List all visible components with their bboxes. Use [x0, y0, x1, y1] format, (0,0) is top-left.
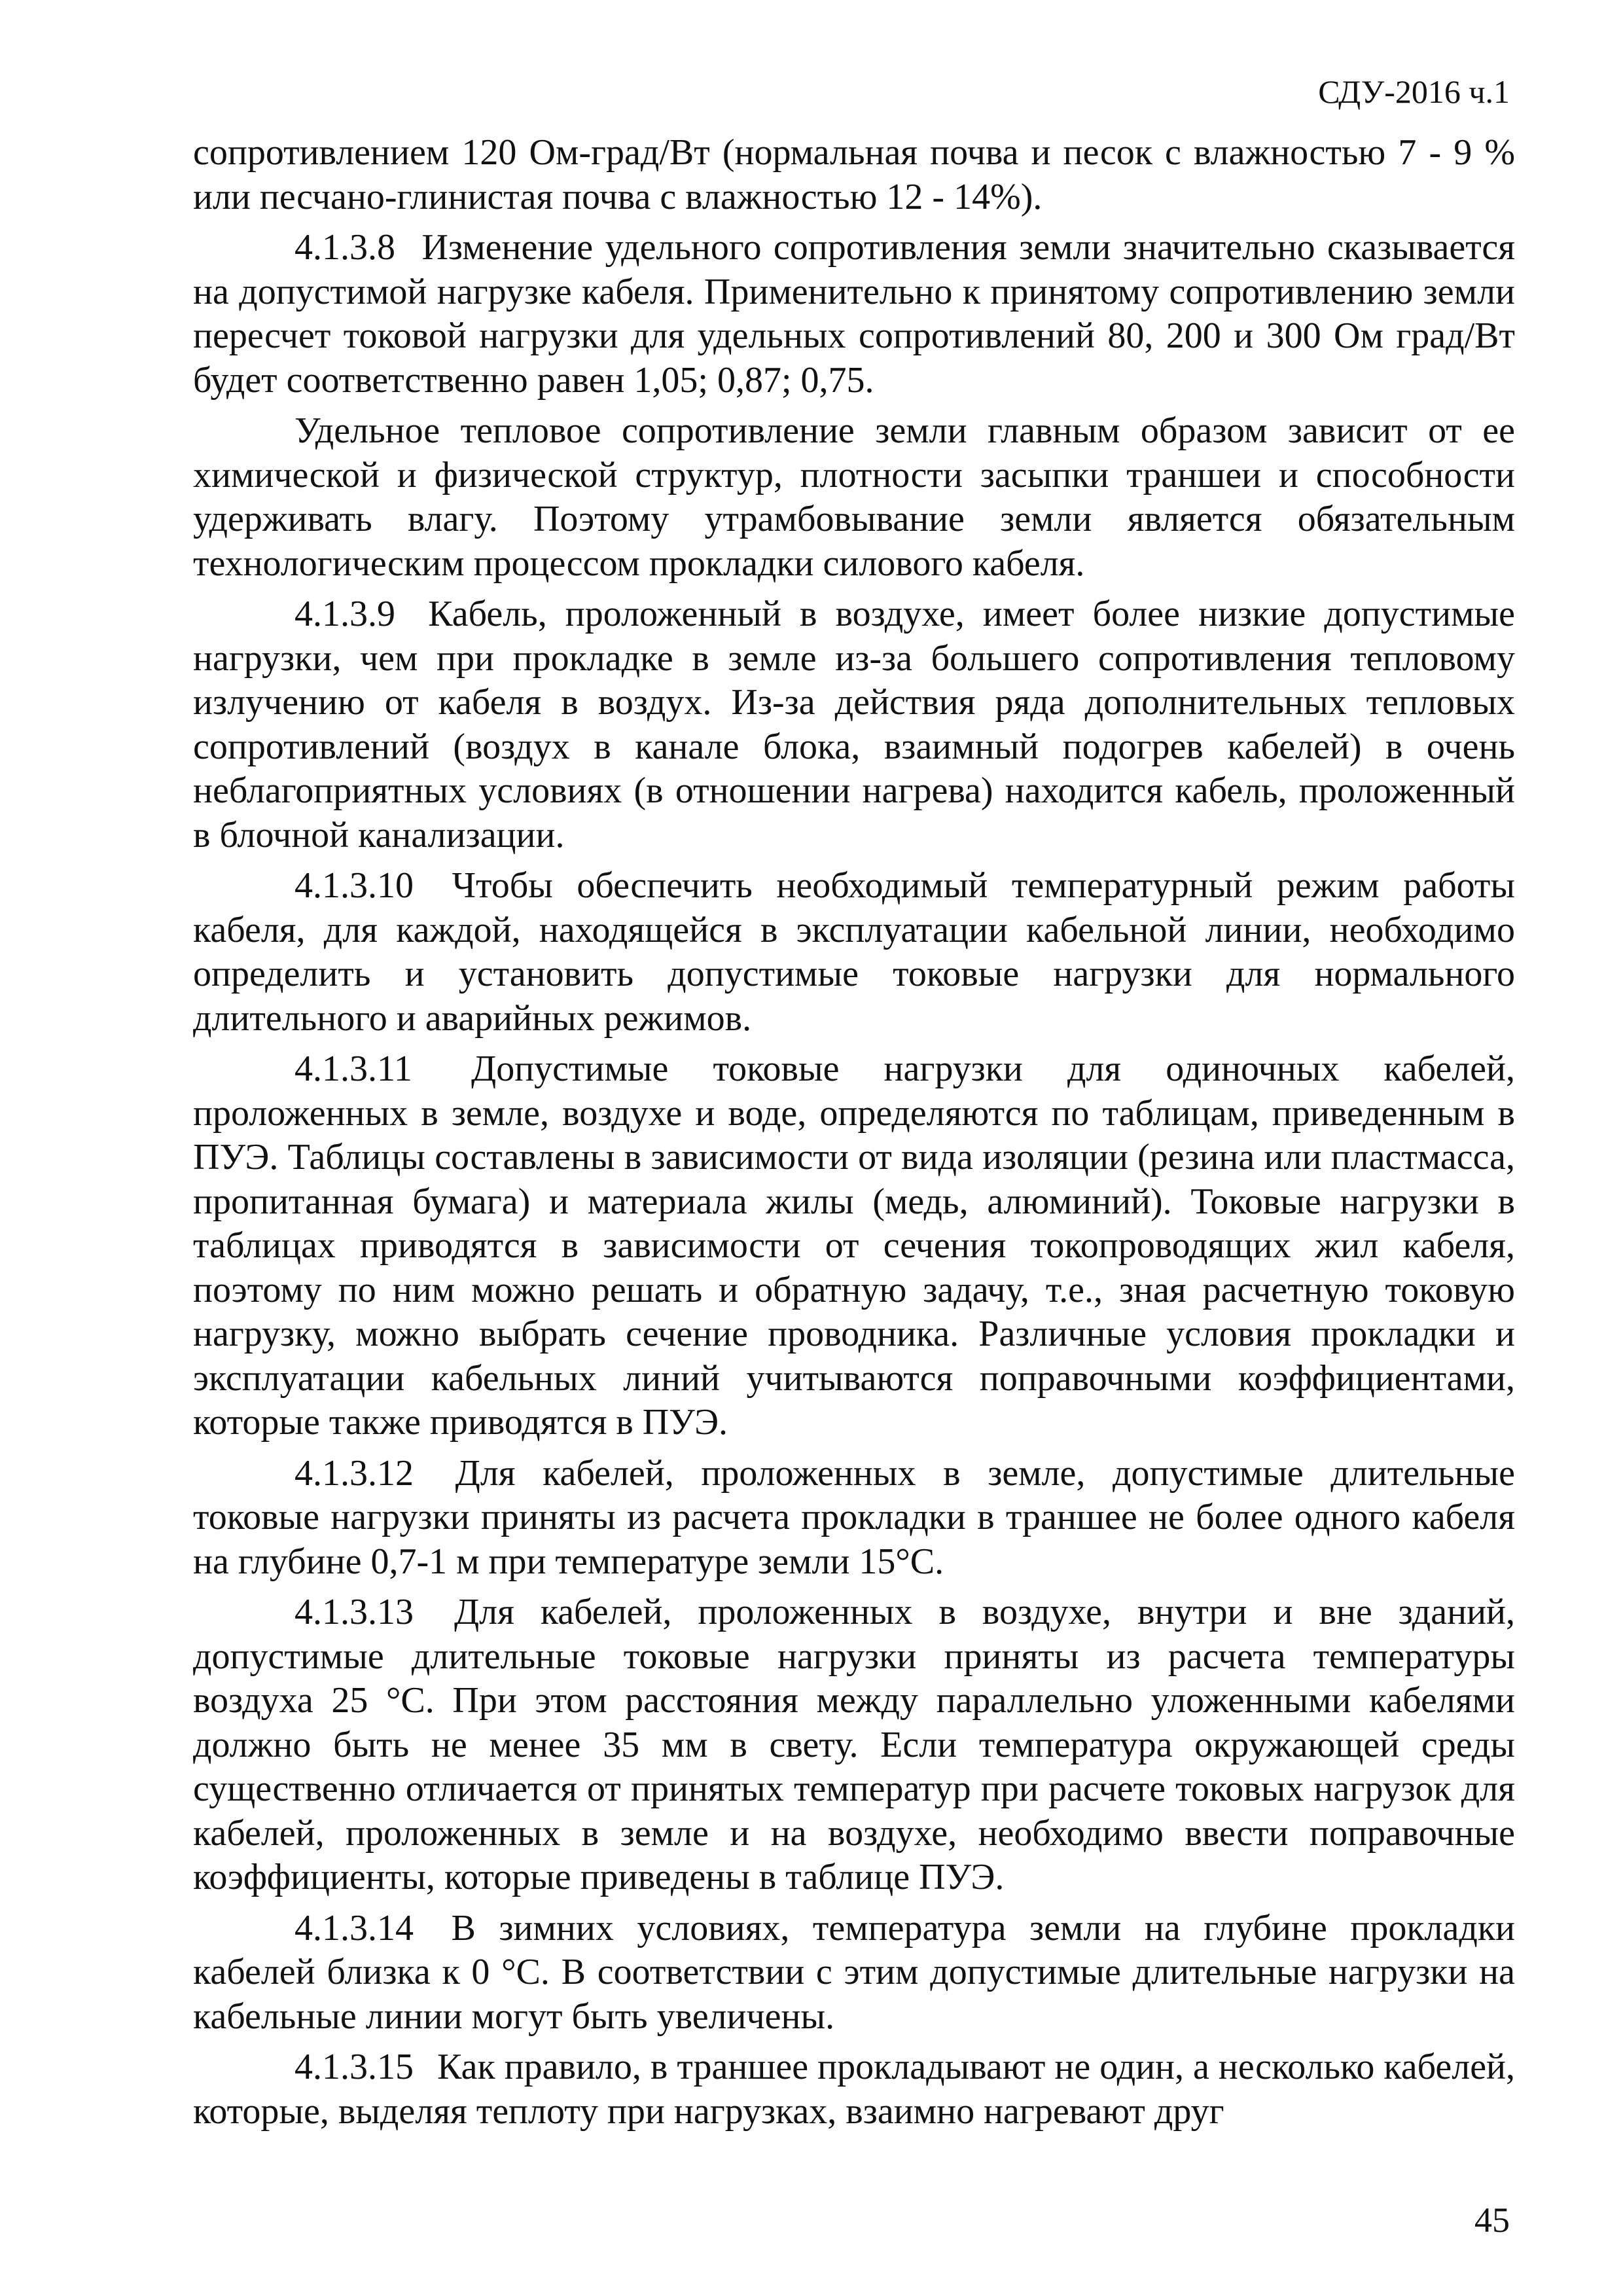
paragraph-number: 4.1.3.15	[294, 2047, 414, 2087]
paragraph-number: 4.1.3.10	[294, 865, 414, 906]
paragraph-text: Как правило, в траншее прокладывают не один, а несколько кабелей, которые, выделяя теплоту при нагрузках, взаимно нагревают друг	[193, 2047, 1516, 2132]
paragraph-text: Удельное тепловое сопротивление земли главным образом зависит от ее химической и физической структур, плотности засыпки траншеи и способности удерживать влагу. Поэтому утрамбовывание земли является обязательным технологическим процессом прокладки силового кабеля.	[193, 410, 1515, 584]
paragraph-4-1-3-15	[193, 2045, 1515, 2134]
paragraph-text: сопротивлением 120 Ом-град/Вт (нормальная почва и песок с влажностью 7 - 9 % или песчано-глинистая почва с влажностью 12 - 14%).	[193, 132, 1515, 217]
paragraph-number: 4.1.3.13	[294, 1592, 414, 1632]
paragraph-4-1-3-13	[193, 1590, 1515, 1900]
paragraph-4-1-3-12	[193, 1452, 1515, 1585]
paragraph-text: Изменение удельного сопротивления земли значительно сказывается на допустимой нагрузке кабеля. Применительно к принятому сопротивлению земли пересчет токовой нагрузки для удельных сопротивлений 80, 200 и 300 Ом град/Вт будет соответственно равен 1,05; 0,87; 0,75.	[193, 227, 1515, 401]
paragraph-4-1-3-9	[193, 592, 1515, 857]
paragraph-4-1-3-14	[193, 1907, 1515, 2039]
paragraph-number: 4.1.3.14	[294, 1907, 414, 1948]
paragraph-4-1-3-8	[193, 226, 1515, 403]
paragraph-text: В зимних условиях, температура земли на глубине прокладки кабелей близка к 0 °С. В соответствии с этим допустимые длительные нагрузки на кабельные линии могут быть увеличены.	[193, 1907, 1515, 2037]
paragraph-4-1-3-11	[193, 1047, 1515, 1445]
paragraph-number: 4.1.3.11	[294, 1049, 412, 1089]
paragraph-number: 4.1.3.12	[294, 1452, 414, 1494]
page-body	[193, 131, 1515, 2134]
paragraph-number: 4.1.3.8	[294, 227, 395, 268]
page-number: 45	[1474, 2200, 1510, 2240]
paragraph-4-1-3-10	[193, 864, 1515, 1041]
paragraph-thermal-resistance	[193, 409, 1515, 586]
paragraph-text: Кабель, проложенный в воздухе, имеет более низкие допустимые нагрузки, чем при прокладке в земле из-за большего сопротивления тепловому излучению от кабеля в воздух. Из-за действия ряда дополнительных тепловых сопротивлений (воздух в канале блока, взаимный подогрев кабелей) в очень неблагоприятных условиях (в отношении нагрева) находится кабель, проложенный в блочной канализации.	[193, 594, 1515, 855]
paragraph-text: Допустимые токовые нагрузки для одиночных кабелей, проложенных в земле, воздухе и воде, определяются по таблицам, приведенным в ПУЭ. Таблицы составлены в зависимости от вида изоляции (резина или пластмасса, пропитанная бумага) и материала жилы (медь, алюминий). Токовые нагрузки в таблицах приводятся в зависимости от сечения токопроводящих жил кабеля, поэтому по ним можно решать и обратную задачу, т.е., зная расчетную токовую нагрузку, можно выбрать сечение проводника. Различные условия прокладки и эксплуатации кабельных линий учитываются поправочными коэффициентами, которые также приводятся в ПУЭ.	[193, 1049, 1516, 1443]
paragraph-text: Чтобы обеспечить необходимый температурный режим работы кабеля, для каждой, находящейся в эксплуатации кабельной линии, необходимо определить и установить допустимые токовые нагрузки для нормального длительного и аварийных режимов.	[193, 865, 1516, 1039]
paragraph-text: Для кабелей, проложенных в воздухе, внутри и вне зданий, допустимые длительные токовые нагрузки приняты из расчета температуры воздуха 25 °С. При этом расстояния между параллельно уложенными кабелями должно быть не менее 35 мм в свету. Если температура окружающей среды существенно отличается от принятых температур при расчете токовых нагрузок для кабелей, проложенных в земле и на воздухе, необходимо ввести поправочные коэффициенты, которые приведены в таблице ПУЭ.	[193, 1592, 1516, 1897]
paragraph-text: Для кабелей, проложенных в земле, допустимые длительные токовые нагрузки приняты из расчета прокладки в траншее не более одного кабеля на глубине 0,7-1 м при температуре земли 15°С.	[193, 1452, 1515, 1582]
document-code-header: СДУ-2016 ч.1	[1318, 73, 1510, 110]
paragraph-continuation	[193, 131, 1515, 219]
paragraph-number: 4.1.3.9	[294, 594, 395, 634]
